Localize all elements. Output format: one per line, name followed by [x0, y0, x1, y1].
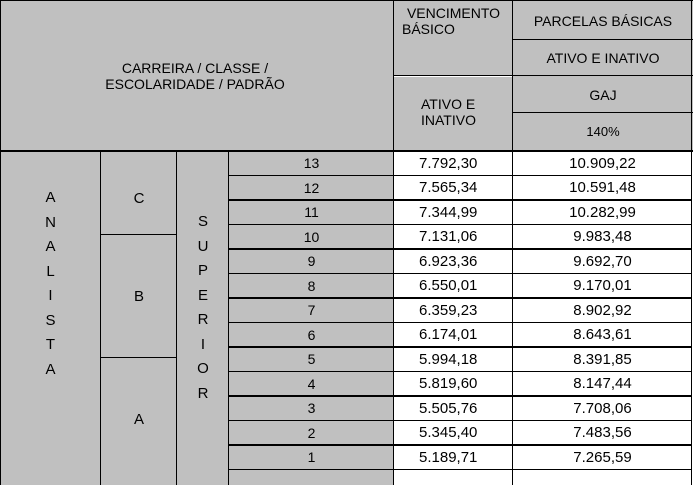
classe-a-label: A — [133, 410, 144, 428]
vencimento-cell: 5.505,76 — [419, 399, 478, 417]
classe-b-label: B — [133, 287, 144, 305]
padrao-cell: 3 — [307, 400, 316, 417]
carreira-letter: A — [45, 238, 56, 255]
classe-right-border — [176, 151, 177, 485]
vencimento-cell: 5.345,40 — [419, 424, 478, 442]
escolaridade-letter: E — [197, 286, 208, 304]
header-divider-career — [393, 0, 394, 485]
padrao-cell: 7 — [307, 302, 316, 319]
parcelas-divider-1 — [513, 39, 693, 40]
vencimento-cell: 5.994,18 — [419, 350, 478, 368]
header-vencimento-line2: BÁSICO — [402, 21, 455, 37]
padrao-cell: 4 — [307, 375, 316, 392]
header-vencimento-label — [394, 5, 513, 37]
padrao-cell: 5 — [307, 351, 316, 368]
carreira-letter: L — [46, 262, 55, 280]
classe-divider-ba — [101, 357, 177, 358]
padrao-cell: 13 — [303, 155, 320, 172]
padrao-cell: 12 — [303, 179, 320, 196]
padrao-cell: 8 — [307, 277, 316, 294]
header-parcelas-ativo-inativo: ATIVO E INATIVO — [546, 49, 660, 66]
escolaridade-letter: R — [197, 384, 209, 402]
vencimento-cell: 6.923,36 — [419, 252, 478, 270]
header-parcelas-basicas: PARCELAS BÁSICAS — [533, 13, 673, 29]
carreira-vertical-text — [0, 186, 101, 382]
gaj-cell: 7.265,59 — [573, 448, 632, 466]
parcelas-divider-2 — [513, 75, 693, 76]
left-border — [0, 0, 1, 485]
header-ativo-inativo-label — [394, 96, 513, 128]
gaj-cell: 8.902,92 — [573, 301, 632, 319]
carreira-letter: N — [45, 213, 56, 231]
escolaridade-letter: P — [197, 262, 208, 279]
vencimento-cell: 6.550,01 — [419, 277, 478, 295]
carreira-letter: A — [45, 189, 56, 206]
row-divider — [229, 469, 692, 470]
header-vencimento-line1: VENCIMENTO — [406, 5, 501, 21]
gaj-cell: 9.692,70 — [573, 252, 632, 270]
escolaridade-letter: R — [197, 311, 209, 328]
carreira-right-border — [100, 151, 101, 485]
parcelas-divider-3 — [513, 112, 693, 113]
vencimento-divider — [394, 75, 513, 76]
carreira-letter: S — [45, 311, 56, 329]
header-divider-parcelas — [512, 0, 513, 485]
carreira-letter: I — [48, 287, 53, 304]
header-career-label — [80, 58, 310, 94]
header-career-line1: CARREIRA / CLASSE / — [121, 60, 269, 76]
escolaridade-letter: O — [197, 360, 209, 377]
gaj-cell: 8.391,85 — [573, 350, 632, 368]
header-percent: 140% — [586, 123, 620, 139]
vencimento-cell: 6.359,23 — [419, 301, 478, 319]
vencimento-cell: 7.131,06 — [419, 228, 478, 246]
gaj-cell: 10.282,99 — [569, 203, 636, 221]
header-bottom-border — [0, 150, 693, 152]
padrao-cell: 1 — [307, 449, 316, 466]
carreira-letter: T — [45, 336, 56, 353]
gaj-cell: 7.483,56 — [573, 424, 632, 442]
classe-divider-cb — [101, 234, 177, 235]
gaj-cell: 10.909,22 — [569, 154, 636, 172]
vencimento-cell: 6.174,01 — [419, 326, 478, 344]
escolaridade-vertical-text — [177, 210, 229, 406]
header-ativo-line1: ATIVO E — [421, 96, 476, 112]
header-gaj: GAJ — [589, 86, 617, 103]
header-top-border — [0, 0, 693, 1]
header-career-line2: ESCOLARIDADE / PADRÃO — [105, 76, 285, 92]
padrao-cell: 11 — [304, 204, 319, 221]
escolaridade-letter: U — [197, 237, 209, 255]
vencimento-cell: 5.189,71 — [419, 448, 478, 466]
gaj-cell: 9.983,48 — [573, 228, 632, 246]
classe-c-label: C — [133, 189, 145, 207]
vencimento-cell: 7.565,34 — [419, 179, 478, 197]
gaj-cell: 10.591,48 — [569, 179, 636, 197]
padrao-cell: 9 — [307, 253, 316, 270]
padrao-cell: 6 — [307, 326, 316, 343]
vencimento-cell: 7.344,99 — [419, 203, 478, 221]
gaj-cell: 8.147,44 — [573, 375, 632, 393]
gaj-cell: 7.708,06 — [573, 399, 632, 417]
carreira-letter: A — [45, 360, 56, 378]
escolaridade-right-border — [228, 151, 229, 485]
padrao-cell: 10 — [303, 228, 320, 245]
vencimento-cell: 7.792,30 — [419, 154, 478, 172]
header-ativo-line2: INATIVO — [421, 112, 476, 128]
escolaridade-letter: S — [197, 213, 208, 230]
gaj-cell: 8.643,61 — [573, 326, 632, 344]
escolaridade-letter: I — [200, 335, 206, 353]
gaj-cell: 9.170,01 — [573, 277, 632, 295]
right-border — [691, 0, 692, 485]
padrao-cell: 2 — [307, 424, 316, 441]
vencimento-cell: 5.819,60 — [419, 375, 478, 393]
